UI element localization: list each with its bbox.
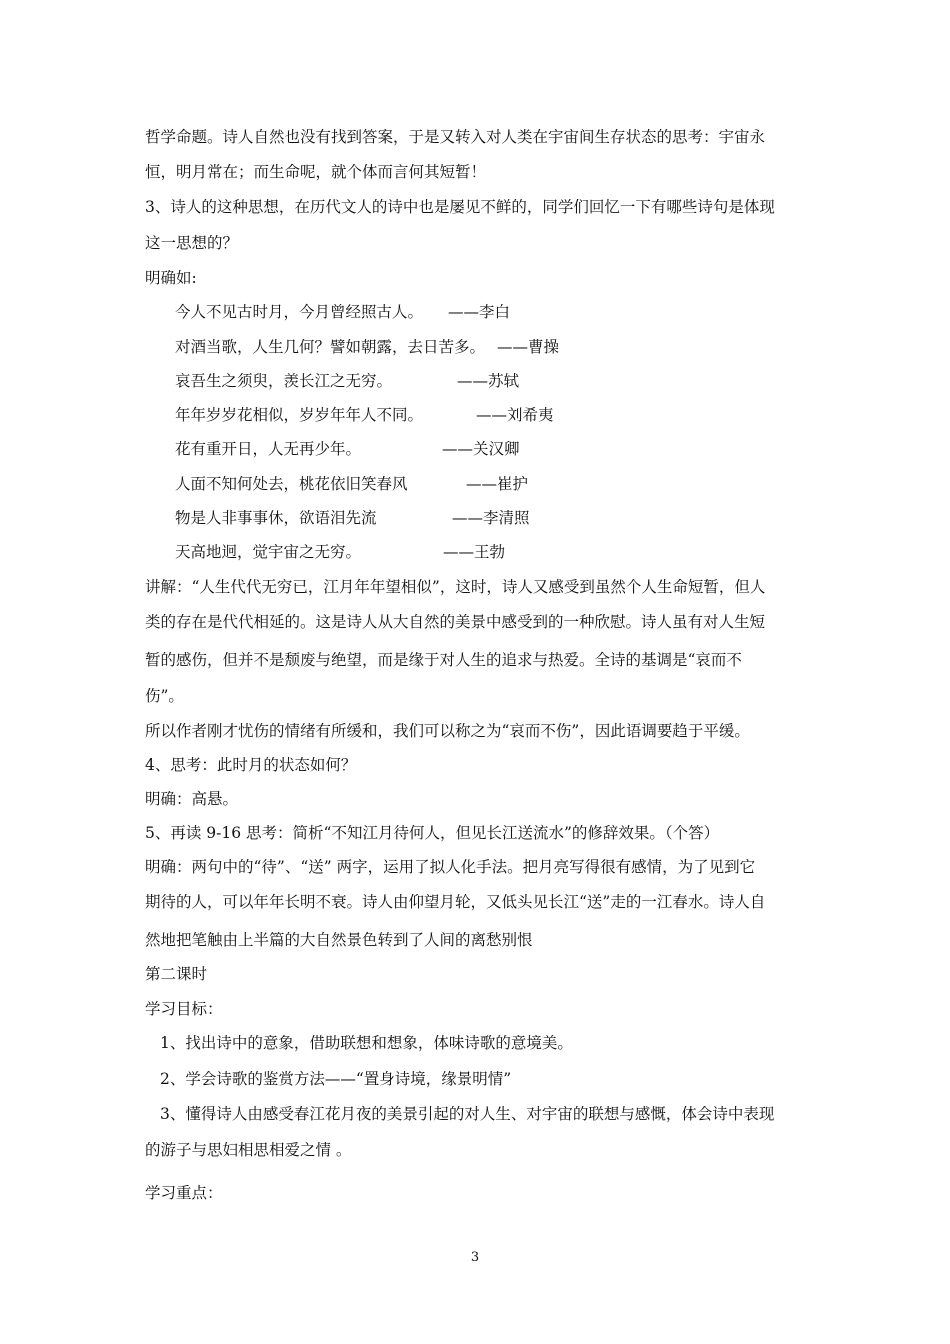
answer-4: 明确：高悬。 <box>145 790 239 808</box>
section-heading: 第二课时 <box>145 965 208 983</box>
poem-verse: 人面不知何处去，桃花依旧笑春风 <box>175 475 408 493</box>
goal-item: 3、懂得诗人由感受春江花月夜的美景引起的对人生、对宇宙的联想与感慨，体会诗中表现 <box>160 1105 775 1123</box>
poem-author: ——苏轼 <box>457 372 520 390</box>
page-number: 3 <box>470 1250 480 1265</box>
answer-5-line: 明确：两句中的“待”、“送” 两字，运用了拟人化手法。把月亮写得很有感情，为了见到它 <box>145 858 756 876</box>
poem-verse: 哀吾生之须臾，羡长江之无穷。 <box>175 372 393 390</box>
poem-verse: 今人不见古时月，今月曾经照古人。 <box>175 303 424 321</box>
poem-verse: 天高地迥，觉宇宙之无穷。 <box>175 543 362 561</box>
poem-author: ——刘希夷 <box>476 406 554 424</box>
answer-label: 明确如: <box>145 269 197 287</box>
explanation-line: 暂的感伤，但并不是颓废与绝望，而是缘于对人生的追求与热爱。全诗的基调是“哀而不 <box>145 651 742 669</box>
paragraph-line: 哲学命题。诗人自然也没有找到答案，于是又转入对人类在宇宙间生存状态的思考：宇宙永 <box>145 128 766 146</box>
poem-verse: 物是人非事事休，欲语泪先流 <box>175 509 377 527</box>
poem-verse: 年年岁岁花相似，岁岁年年人不同。 <box>175 406 424 424</box>
poem-author: ——关汉卿 <box>442 440 520 458</box>
poem-author: ——李白 <box>448 303 511 321</box>
answer-5-line: 然地把笔触由上半篇的大自然景色转到了人间的离愁别恨 <box>145 931 533 949</box>
explanation-line: 伤”。 <box>145 687 184 705</box>
goal-item: 的游子与思妇相思相爱之情 。 <box>145 1141 352 1159</box>
poem-verse: 对酒当歌，人生几何？譬如朝露，去日苦多。 <box>175 338 486 356</box>
poem-author: ——王勃 <box>443 543 506 561</box>
paragraph-line: 恒，明月常在；而生命呢，就个体而言何其短暂！ <box>145 163 487 181</box>
answer-5-line: 期待的人，可以年年长明不衰。诗人由仰望月轮，又低头见长江“送”走的一江春水。诗人自 <box>145 893 766 911</box>
poem-author: ——李清照 <box>452 509 530 527</box>
poem-author: ——曹操 <box>497 338 560 356</box>
question-3-line: 这一思想的？ <box>145 234 239 252</box>
question-5: 5、再读 9-16 思考：简析“不知江月待何人，但见长江送流水”的修辞效果。（个答） <box>145 824 720 842</box>
section-heading: 学习重点： <box>145 1184 223 1202</box>
poem-verse: 花有重开日，人无再少年。 <box>175 440 362 458</box>
goal-item: 2、学会诗歌的鉴赏方法——“置身诗境，缘景明情” <box>160 1070 512 1088</box>
poem-author: ——崔护 <box>466 475 529 493</box>
explanation-line: 类的存在是代代相延的。这是诗人从大自然的美景中感受到的一种欣慰。诗人虽有对人生短 <box>145 613 766 631</box>
section-heading: 学习目标： <box>145 1000 223 1018</box>
question-4: 4、思考：此时月的状态如何？ <box>145 756 357 774</box>
explanation-line: 讲解：“人生代代无穷已，江月年年望相似”，这时，诗人又感受到虽然个人生命短暂，但人 <box>145 578 766 596</box>
paragraph-line: 所以作者刚才忧伤的情绪有所缓和，我们可以称之为“哀而不伤”，因此语调要趋于平缓。 <box>145 722 750 740</box>
goal-item: 1、找出诗中的意象，借助联想和想象，体味诗歌的意境美。 <box>160 1034 573 1052</box>
question-3-line: 3、诗人的这种思想，在历代文人的诗中也是屡见不鲜的，同学们回忆一下有哪些诗句是体现 <box>145 198 775 216</box>
